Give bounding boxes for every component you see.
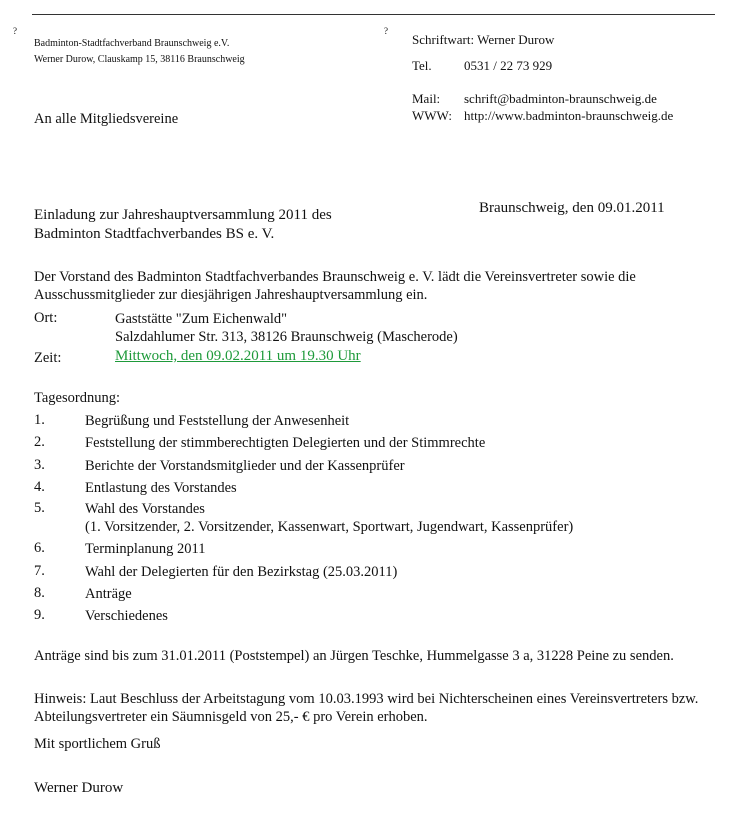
marker-left: ? [13,26,17,36]
sender-line-2: Werner Durow, Clauskamp 15, 38116 Braunschweig [34,54,245,65]
agenda-num: 4. [34,479,45,495]
subject [34,206,332,244]
intro-paragraph: Der Vorstand des Badminton Stadtfachverbandes Braunschweig e. V. lädt die Vereinsvertreter sowie die Ausschussmitglieder zur diesjährigen Jahreshauptversammlung ein. [34,269,636,303]
subject-line-1: Einladung zur Jahreshauptversammlung 2011 des [34,207,332,223]
agenda-num: 8. [34,585,45,601]
agenda-num: 3. [34,457,45,473]
recipient: An alle Mitgliedsvereine [34,111,179,127]
agenda-item: Terminplanung 2011 [85,541,206,557]
sender-line-1: Badminton-Stadtfachverband Braunschweig e.V. [34,38,230,49]
ort-line-2: Salzdahlumer Str. 313, 38126 Braunschweig (Mascherode) [115,329,458,345]
agenda-item [85,500,573,536]
agenda-num: 5. [34,500,45,516]
www-value[interactable]: http://www.badminton-braunschweig.de [464,108,674,123]
zeit-label: Zeit: [34,350,62,366]
agenda-item: Begrüßung und Feststellung der Anwesenheit [85,413,350,429]
agenda-num: 7. [34,563,45,579]
agenda-item: Wahl der Delegierten für den Bezirkstag (25.03.2011) [85,564,398,580]
tel-value: 0531 / 22 73 929 [464,58,553,73]
hinweis-paragraph: Hinweis: Laut Beschluss der Arbeitstagung vom 10.03.1993 wird bei Nichterscheinen eines Vereinsvertreters bzw. Abteilungsvertreter ein Säumnisgeld von 25,- € pro Verein erhoben. [34,691,699,725]
agenda-title: Tagesordnung: [34,390,120,406]
greeting: Mit sportlichem Gruß [34,736,161,752]
agenda-item: Entlastung des Vorstandes [85,480,237,496]
agenda-item-sub: (1. Vorsitzender, 2. Vorsitzender, Kassenwart, Sportwart, Jugendwart, Kassenprüfer) [85,519,574,535]
agenda-num: 2. [34,434,45,450]
agenda-item: Verschiedenes [85,608,168,624]
contact-block [412,32,554,48]
subject-line-2: Badminton Stadtfachverbandes BS e. V. [34,226,275,242]
antraege-paragraph: Anträge sind bis zum 31.01.2011 (Poststempel) an Jürgen Teschke, Hummelgasse 3 a, 31228 Peine zu senden. [34,648,674,664]
agenda-num: 6. [34,540,45,556]
sender-address [34,36,245,68]
agenda-num: 9. [34,607,45,623]
ort-line-1: Gaststätte "Zum Eichenwald" [115,311,288,327]
ort-value [115,310,458,346]
signature: Werner Durow [34,780,124,796]
agenda-item: Berichte der Vorstandsmitglieder und der Kassenprüfer [85,458,405,474]
contact-schriftwart: Schriftwart: Werner Durow [412,32,555,47]
mail-value[interactable]: schrift@badminton-braunschweig.de [464,91,657,106]
zeit-value-link[interactable]: Mittwoch, den 09.02.2011 um 19.30 Uhr [115,348,361,364]
header-rule [32,14,715,15]
www-label: WWW: [412,108,452,123]
agenda-item: Feststellung der stimmberechtigten Delegierten und der Stimmrechte [85,435,486,451]
tel-label: Tel. [412,58,432,73]
agenda-item-text: Wahl des Vorstandes [85,501,205,517]
agenda-item: Anträge [85,586,132,602]
ort-label: Ort: [34,310,58,326]
mail-label: Mail: [412,91,441,106]
place-date: Braunschweig, den 09.01.2011 [479,200,665,216]
agenda-num: 1. [34,412,45,428]
marker-right: ? [384,26,388,36]
